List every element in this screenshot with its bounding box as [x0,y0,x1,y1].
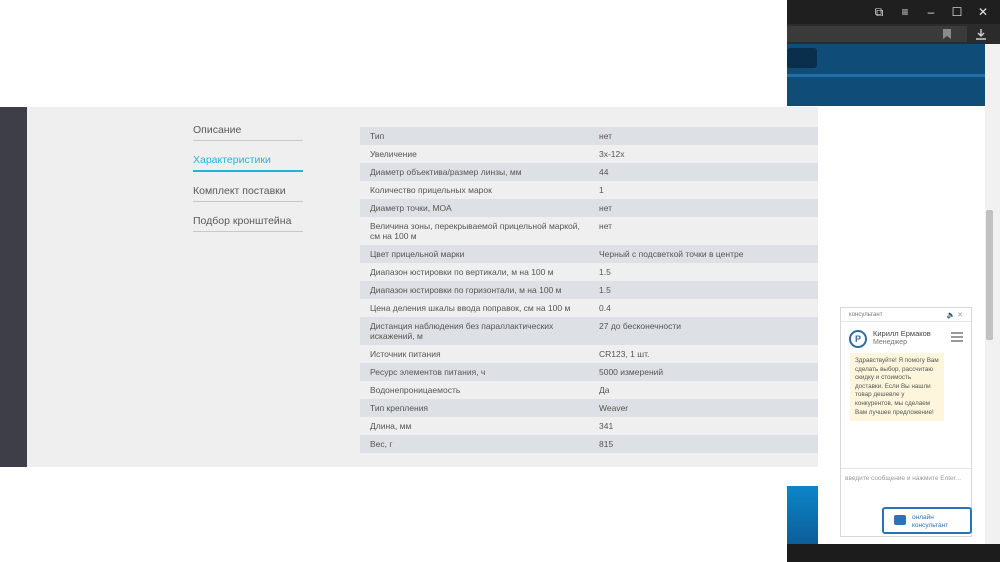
tab-description[interactable]: Описание [193,124,303,141]
product-tab-nav [193,124,303,245]
header-stripe [787,74,987,77]
site-header [787,44,987,106]
spec-key: Цвет прицельной марки [370,249,465,259]
tab-characteristics[interactable]: Характеристики [193,154,303,172]
chat-agent [841,328,971,352]
browser-titlebar [787,0,1000,24]
spec-key: Увеличение [370,149,417,159]
online-consultant-label: онлайн консультант [912,514,949,529]
table-row [360,417,818,435]
spec-value: 1.5 [599,267,611,277]
spec-key: Величина зоны, перекрываемой прицельной маркой, см на 100 м [370,221,580,241]
left-dark-strip [0,107,27,467]
chat-header [841,308,971,322]
online-consultant-button[interactable] [882,507,972,534]
tab-mount-selection[interactable]: Подбор кронштейна [193,215,303,232]
spec-value: 5000 измерений [599,367,664,377]
bookmark-icon[interactable] [939,26,955,42]
chat-widget [840,307,972,537]
table-row [360,299,818,317]
spec-key: Источник питания [370,349,441,359]
spec-value: 341 [599,421,614,431]
spec-key: Диапазон юстировки по горизонтали, м на 100 м [370,285,562,295]
spec-value: нет [599,203,613,213]
chat-message: Здравствуйте! Я помогу Вам сделать выбор, рассчитаю скидку и стоимость доставки. Если Вы нашли товар дешевле у конкурентов, мы сделаем Вам лучшее предложение! [850,353,944,421]
spec-key: Длина, мм [370,421,412,431]
spec-value: 1.5 [599,285,611,295]
chat-menu-icon[interactable] [951,332,963,342]
spec-key: Диапазон юстировки по вертикали, м на 100 м [370,267,554,277]
spec-key: Цена деления шкалы ввода поправок, см на 100 м [370,303,571,313]
overlay-top-area [0,0,787,107]
table-row [360,263,818,281]
table-row [360,145,818,163]
spec-key: Вес, г [370,439,393,449]
spec-key: Диаметр объектива/размер линзы, мм [370,167,522,177]
table-row [360,163,818,181]
specifications-table [360,127,818,453]
company-logo-icon: Р [849,330,867,348]
spec-key: Диаметр точки, МОА [370,203,452,213]
spec-key: Дистанция наблюдения без параллактических искажений, м [370,321,554,341]
taskbar-strip [787,544,1000,562]
close-icon[interactable]: ✕ [977,5,989,19]
address-bar-area [787,24,1000,44]
agent-name: Кирилл Ермаков [873,329,931,338]
spec-value: 0.4 [599,303,611,313]
spec-value: Черный с подсветкой точки в центре [599,249,744,259]
table-row [360,399,818,417]
chat-controls[interactable]: 🔈 ✕ [946,311,963,319]
spec-value: 27 до бесконечности [599,321,682,331]
spec-value: CR123, 1 шт. [599,349,650,359]
spec-value: нет [599,131,613,141]
spec-value: 44 [599,167,609,177]
minimize-icon[interactable]: – [927,5,935,19]
table-row [360,381,818,399]
spec-value: Да [599,385,610,395]
spec-key: Тип крепления [370,403,429,413]
overlay-bottom-area [0,467,787,562]
bookmarks-manager-icon[interactable]: ⧉ [874,4,884,19]
agent-role: Менеджер [873,339,907,346]
table-row [360,345,818,363]
table-row [360,199,818,217]
tab-package-contents[interactable]: Комплект поставки [193,185,303,202]
spec-key: Количество прицельных марок [370,185,492,195]
table-row [360,281,818,299]
spec-key: Тип [370,131,385,141]
table-row [360,181,818,199]
chat-bubble-icon [894,515,906,525]
spec-key: Ресурс элементов питания, ч [370,367,486,377]
spec-value: Weaver [599,403,629,413]
scrollbar-thumb[interactable] [986,210,993,340]
table-row [360,217,818,245]
chat-title: консультант [849,311,883,318]
browser-menu-icon[interactable]: ≡ [901,5,909,19]
download-icon[interactable] [973,26,989,42]
header-button[interactable] [787,48,817,68]
table-row [360,317,818,345]
spec-key: Водонепроницаемость [370,385,461,395]
chat-input[interactable]: введите сообщение и нажмите Enter... [841,468,971,488]
table-row [360,127,818,145]
spec-value: 1 [599,185,604,195]
footer-banner [787,486,818,544]
table-row [360,245,818,263]
maximize-icon[interactable]: ☐ [951,5,963,19]
table-row [360,435,818,453]
spec-value: 815 [599,439,614,449]
table-row [360,363,818,381]
spec-value: нет [599,221,613,231]
spec-value: 3x-12x [599,149,625,159]
address-field[interactable] [787,26,967,42]
